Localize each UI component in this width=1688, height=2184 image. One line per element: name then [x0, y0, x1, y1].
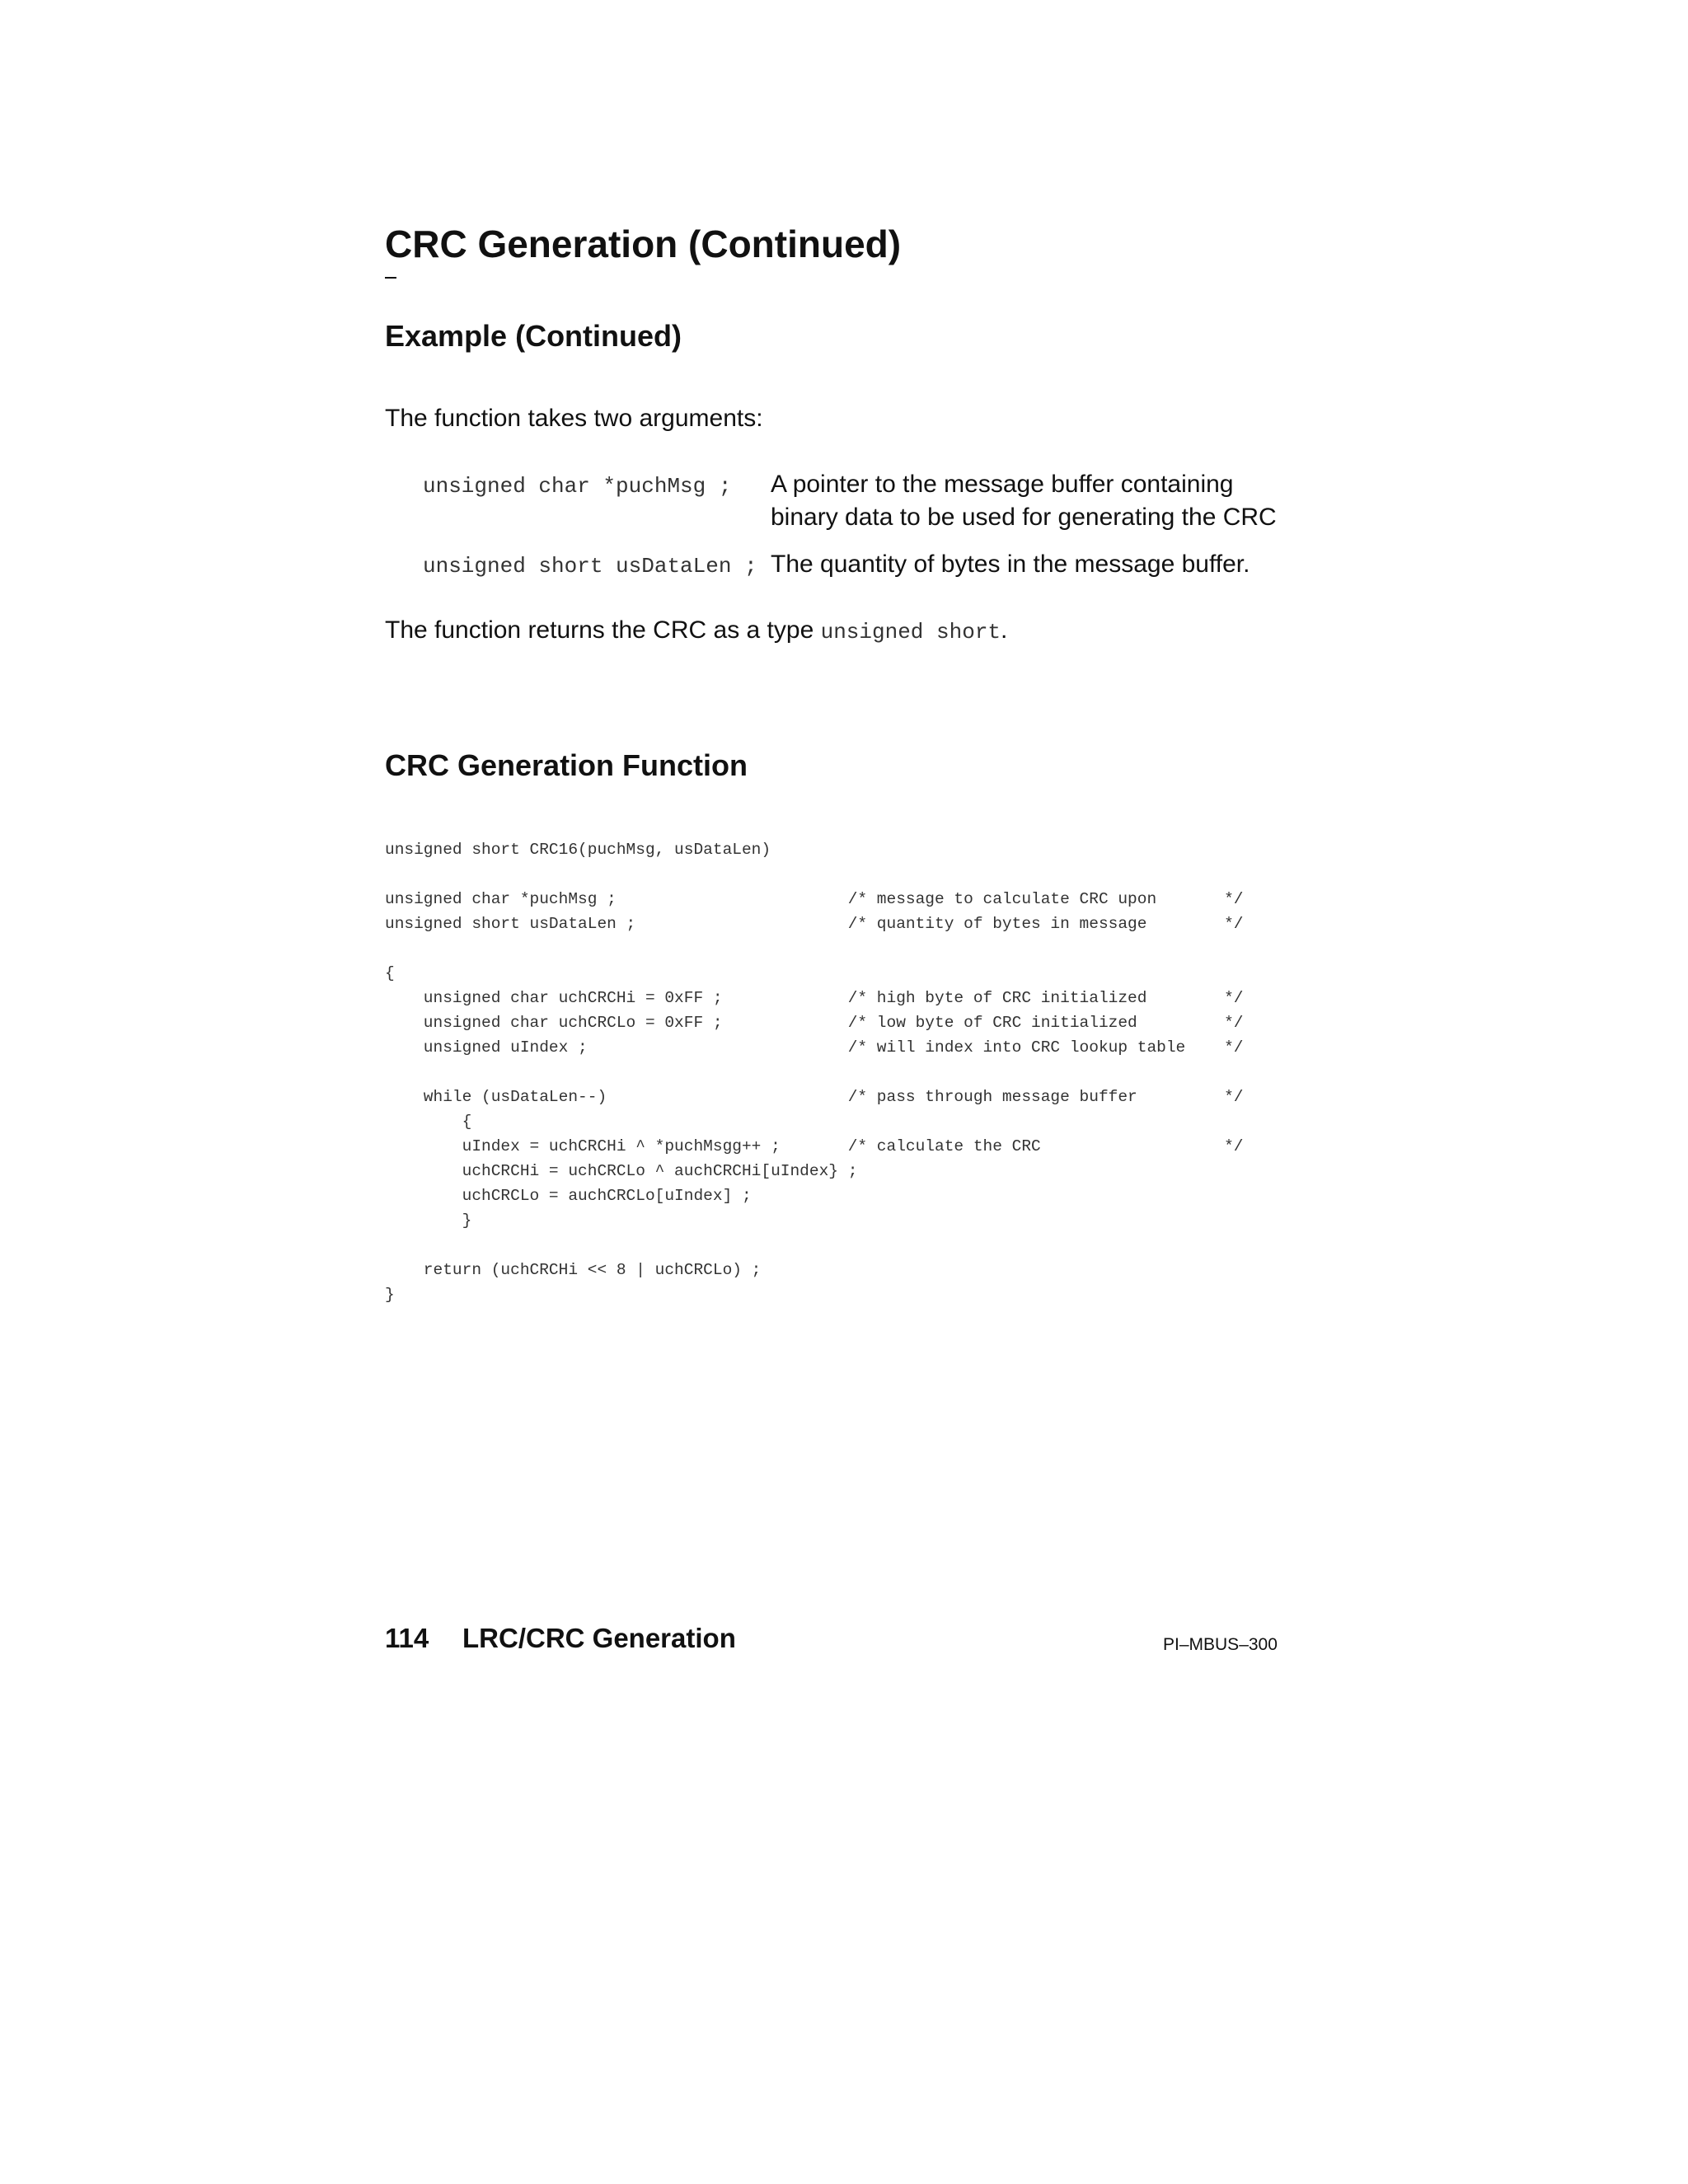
footer-chapter-title: LRC/CRC Generation [462, 1623, 736, 1653]
section-heading: CRC Generation Function [385, 748, 748, 782]
code-line: } [385, 1286, 395, 1304]
code-line [385, 862, 1243, 887]
returns-prefix: The function returns the CRC as a type [385, 616, 821, 644]
returns-type: unsigned short [820, 620, 1001, 644]
code-line: unsigned char uchCRCLo = 0xFF ; /* low byte of CRC initialized */ [385, 1014, 1244, 1032]
footer-document-id: PI–MBUS–300 [1163, 1635, 1278, 1654]
code-block [385, 837, 1243, 1307]
intro-text: The function takes two arguments: [385, 405, 763, 432]
arg-desc-puchmsg: A pointer to the message buffer containing binary data to be used for generating the CRC [771, 471, 1277, 531]
code-line: unsigned short usDataLen ; /* quantity of bytes in message */ [385, 915, 1244, 933]
code-line [385, 1060, 1243, 1085]
arg-code-puchmsg: unsigned char *puchMsg ; [423, 474, 732, 499]
returns-text [385, 614, 1007, 649]
arg-desc-usdatalen: The quantity of bytes in the message buffer. [771, 551, 1250, 578]
code-line [385, 1233, 1243, 1258]
code-line: unsigned char uchCRCHi = 0xFF ; /* high byte of CRC initialized */ [385, 989, 1244, 1007]
subtitle: Example (Continued) [385, 319, 682, 353]
footer-page-number: 114 [385, 1623, 429, 1653]
code-line [385, 936, 1243, 961]
code-line: while (usDataLen--) /* pass through message buffer */ [385, 1088, 1244, 1106]
code-line: uIndex = uchCRCHi ^ *puchMsgg++ ; /* calculate the CRC */ [385, 1137, 1244, 1155]
title-underline-mark [385, 277, 396, 279]
code-line: { [385, 1113, 472, 1131]
code-line: unsigned char *puchMsg ; /* message to calculate CRC upon */ [385, 890, 1244, 908]
arg-code-usdatalen: unsigned short usDataLen ; [423, 554, 757, 579]
page-title: CRC Generation (Continued) [385, 223, 902, 265]
code-line: unsigned short CRC16(puchMsg, usDataLen) [385, 841, 771, 859]
code-line: uchCRCHi = uchCRCLo ^ auchCRCHi[uIndex} ; [385, 1162, 858, 1180]
code-line: { [385, 964, 395, 982]
code-line: unsigned uIndex ; /* will index into CRC lookup table */ [385, 1038, 1244, 1057]
code-line: } [385, 1212, 472, 1230]
code-line: return (uchCRCHi << 8 | uchCRCLo) ; [385, 1261, 762, 1279]
code-line: uchCRCLo = auchCRCLo[uIndex] ; [385, 1187, 752, 1205]
returns-suffix: . [1001, 616, 1008, 644]
